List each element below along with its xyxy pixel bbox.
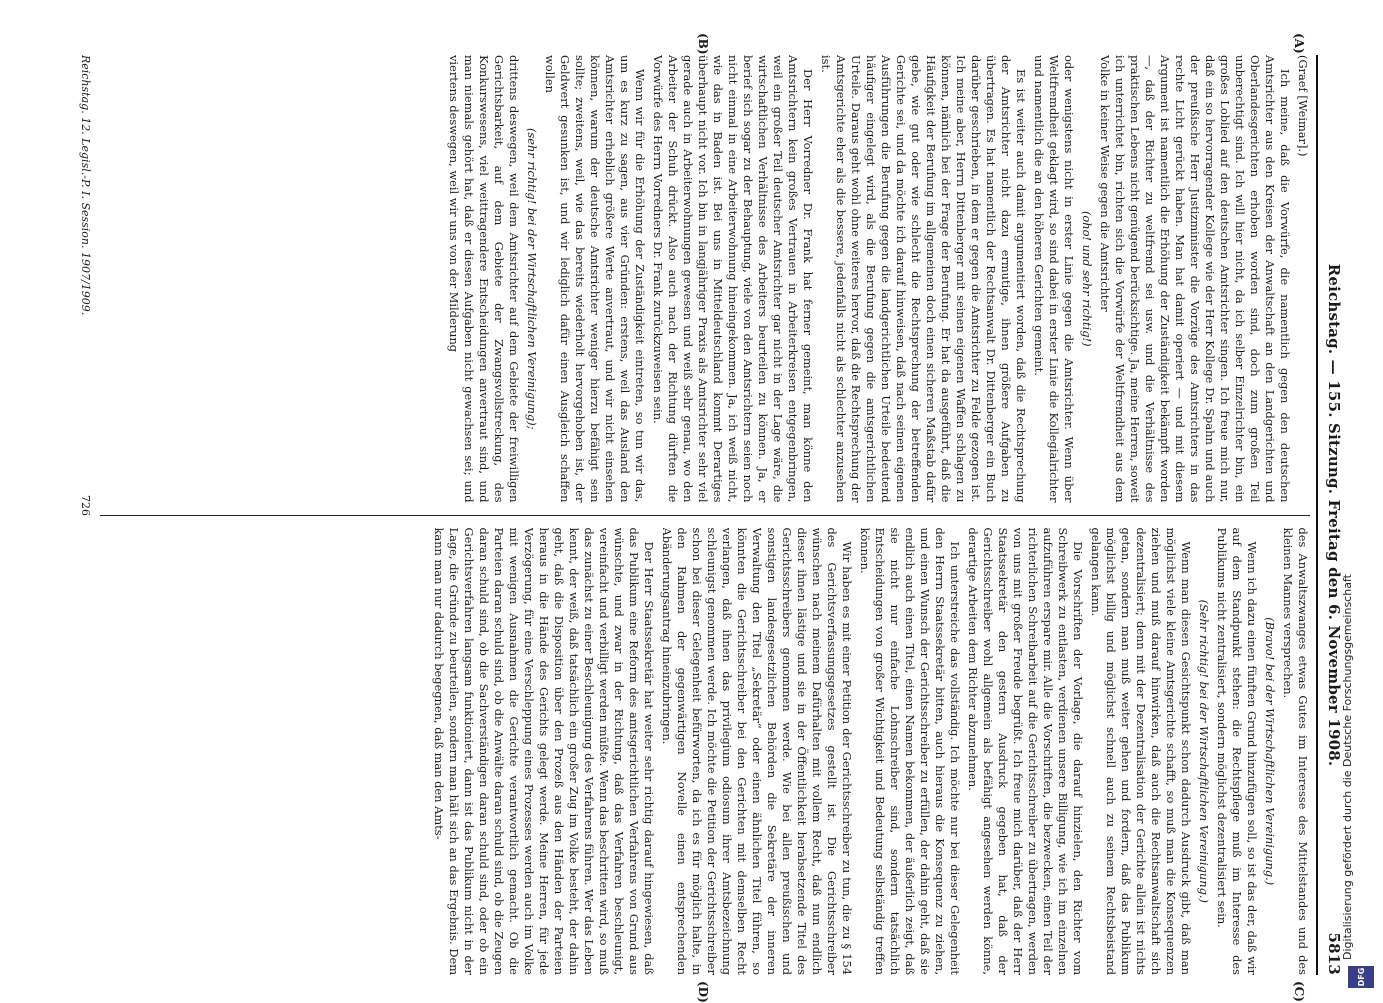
paragraph: Wenn man diesen Gesichtspunkt schon dadurch Ausdruck gibt, daß man möglichst viele kleine Amtsgerichte schafft, so muß man die Konsequenzen ziehen und muß darauf hinwirken, daß auch die Rechtsanwaltschaft sich dezentralisiert; denn mit der Dezentralisation der Gerichte allein ist nichts getan, sondern man muß weiter gehen und fordern, daß das Publikum möglichst billig und möglichst schnell auch zu seinem Rechtsbeistand gelangen kann. — [1089, 527, 1193, 975]
paragraph: Ich meine, daß die Vorwürfe, die namentlich gegen den deutschen Amtsrichter aus den Kreisen der Anwaltschaft an den Landgerichten und Oberlandesgerichten erhoben worden sind, doch zum großen Teil unberechtigt sind. Ich will hier nicht, da ich selber Einzelrichter bin, ein großes Loblied auf den deutschen Amtsrichter singen. Ich freue mich nur, daß ein so hervorragender Kollege wie der Herr Kollege Dr. Spahn und auch der preußische Herr Justizminister die Vorzüge des Amtsrichters in das rechte Licht gerückt haben. Man hat damit operiert — und mit diesem Argument ist namentlich die Erhöhung der Zuständigkeit bekämpft worden —, daß der Richter zu weltfremd sei usw. und die Verhältnisse des praktischen Lebens nicht genügend berücksichtige. Ja, meine Herren, soweit ich unterrichtet bin, richten sich die Vorwürfe der Weltfremdheit aus dem Volke in keiner Weise gegen die Amtsrichter — [1098, 55, 1292, 503]
paragraph: Der Herr Vorredner Dr. Frank hat ferner gemeint, man könne den Amtsrichtern kein großes Vertrauen in Arbeiterkreisen entgegenbringen, weil ein großer Teil deutscher Amtsrichter gar nicht in der Lage wäre, die wirtschaftlichen Verhältnisse des Arbeiters beurteilen zu können. Ja, er berief sich sogar zu der Behauptung, viele von den Amtsrichtern seien noch nicht einmal in eine Arbeiterwohnung hineingekommen. Ja, ich weiß nicht, wie das in Baden ist. Bei uns in Mitteldeutschland kommt Derartiges überhaupt nicht vor. Ich bin in langjähriger Praxis als Amtsrichter sehr viel gerade auch in Arbeiterwohnungen gewesen und weiß sehr genau, wo den Arbeiter der Schuh drückt. Also auch nach der Richtung dürften die Vorwürfe des Herrn Vorredners Dr. Frank zurückzuweisen sein. — [651, 55, 815, 503]
page-number: 5813 — [1325, 932, 1343, 975]
paragraph: drittens deswegen, weil dem Amtsrichter auf dem Gebiete der freiwilligen Gerichtsbarkeit, auf dem Gebiete der Zwangsvollstreckung, des Konkurswesens, viel weittragendere Entscheidungen anvertraut sind, und man niemals gehört hat, daß er diesen Aufgaben nicht gewachsen sei; und viertens deswegen, weil wir uns von der Milderung — [447, 55, 521, 503]
paragraph: Wir haben es mit einer Petition der Gerichtsschreiber zu tun, die zu § 154 des Gerichtsverfassungsgesetzes gestellt ist. Die Gerichtsschreiber wünschen nach meinem Dafürhalten mit vollem Recht, daß nun endlich dieser ihnen lästige und sie in der Öffentlichkeit herabsetzende Titel des Gerichtsschreibers genommen werde. Wie bei allen preußischen und sonstigen landesgesetzlichen Behörden die Sekretäre der inneren Verwaltung den Titel „Sekretär“ oder einen ähnlichen Titel führen, so könnten die Gerichtsschreiber bei den Gerichten mit demselben Recht verlangen, daß ihnen das privilegium odiosum ihrer Amtsbezeichnung schleunigst genommen werde. Ich möchte die Petition der Gerichtsschreiber schon bei dieser Gelegenheit befürworten, da ich es für möglich halte, in den Rahmen der gegenwärtigen Novelle einen entsprechenden Abänderungsantrag hineinzubringen. — [660, 527, 854, 975]
margin-marker-d: (D) — [696, 981, 710, 1003]
paragraph: Wenn ich dazu einen fünften Grund hinzufügen soll, so ist das der, daß wir auf dem Standpunkt stehen: die Rechtspflege muß im Interesse des Publikums nicht zentralisiert, sondern möglichst dezentralisiert sein. — [1215, 527, 1259, 975]
document-page — [50, 33, 1350, 1003]
text-columns — [100, 55, 1310, 975]
digitization-note — [1341, 40, 1361, 960]
header-title: Reichstag. — 155. Sitzung. Freitag den 6. November 1908. — [1325, 263, 1343, 767]
left-column — [100, 55, 1310, 503]
digitization-note-text: Digitalisierung gefördert durch die Deutsche Forschungsgemeinschaft — [1341, 574, 1354, 960]
margin-marker-b: (B) — [696, 33, 710, 55]
paragraph: des Anwaltszwanges etwas Gutes im Interesse des Mittelstandes und des kleinen Mannes versprechen. — [1281, 527, 1310, 975]
interjection: (sehr richtig! bei der Wirtschaftlichen Vereinigung); — [525, 127, 539, 430]
paragraph: Die Vorschriften der Vorlage, die darauf hinzielen, den Richter vom Schreibwerk zu entlasten, verdienen unsere Billigung, wie ich im einzelnen aufzuführen erspare mir. Alle die Vorschriften, die bezwecken, einen Teil der richterlichen Schreibarbeit auf die Gerichtsschreiber zu übertragen, werden von uns mit großer Freude begrüßt. Ich freue mich darüber, daß der Herr Staatssekretär den gestern Ausdruck gegeben hat, daß der Gerichtsschreiber wohl allgemein als befähigt angesehen werden könne, derartige Arbeiten dem Richter abzunehmen. — [966, 527, 1085, 975]
paragraph: Wenn wir für die Erhöhung der Zuständigkeit eintreten, so tun wir das, um es kurz zu sagen, aus vier Gründen: erstens, weil das Ausland den Amtsrichter erheblich größere Werte anvertraut, und wir nicht einsehen können, warum der deutsche Amtsrichter weniger hierzu befähigt sein sollte; zweitens, weil, wie das bereits wiederholt hervorgehoben ist, der Geldwert gesunken ist, und wir lediglich dafür einen Ausgleich schaffen wollen — [543, 55, 647, 503]
interjection: (oho! und sehr richtig!) — [1080, 210, 1094, 347]
right-column — [100, 528, 1310, 976]
footer-number: 726 — [79, 495, 92, 516]
paragraph: Es ist weiter auch damit argumentiert worden, daß die Rechtsprechung der Amtsrichter nicht dazu ermutige, ihnen größere Aufgaben zu übertragen. Es hat namentlich der Rechtsanwalt Dr. Dittenberger ein Buch darüber geschrieben, in dem er gegen die Amtsrichter zu Felde gezogen ist. Ich meine aber, Herrn Dittenberger mit seinen eigenen Waffen schlagen zu können, nämlich bei der Frage der Berufung. Er hat da ausgeführt, daß die Häufigkeit der Berufung im allgemeinen doch einen sicheren Maßstab dafür gebe, wie gut oder wie schlecht die Rechtsprechung der betreffenden Gerichte sei, und da möchte ich darauf hinweisen, daß nach seinen eigenen Ausführungen die Berufung gegen die landgerichtlichen Urteile bedeutend häufiger eingelegt wird, als die Berufung gegen die amtsgerichtlichen Urteile. Daraus geht wohl ohne weiteres hervor, daß die Rechtsprechung der Amtsgerichte eher als die bessere, jedenfalls nicht als schlechter anzusehen ist. — [819, 55, 1028, 503]
paragraph: Der Herr Staatssekretär hat weiter sehr richtig darauf hingewiesen, daß das Publikum eine Reform des amtsgerichtlichen Verfahrens von Grund aus wünschte, und zwar in der Richtung, daß das Verfahren beschleunigt, vereinfacht und verbilligt werden müßte. Wenn das beschritten wird, so muß das zunächst zu einer Beschleunigung des Verfahrens führen. Wer das Leben kennt, der weiß, daß tatsächlich ein großer Zug im Volke besteht, der dahin geht, daß die Disposition über den Prozeß aus den Händen der Parteien heraus in die Hände des Gerichts gelegt werde. Meine Herren, für jede Verzögerung, für eine Verschleppung eines Prozesses werden auch im Volke mit wenigen Ausnahmen die Gerichte verantwortlich gemacht. Ob die Parteien daran schuld sind, ob die Anwälte daran schuld sind, ob die Zeugen daran schuld sind, ob die Sachverständigen daran schuld sind, oder ob ein Gerichtsverfahren langsam funktioniert, dann ist das Publikum nicht in der Lage, die Gründe zu beurteilen, sondern man hält sich an das Ergebnis. Dem kann man nur dadurch begegnen, daß man den Amts- — [432, 527, 656, 975]
dfg-logo: DFG — [1348, 966, 1374, 988]
footer-session: Reichstag. 12. Legisl.-P. I. Session. 1907/1909. — [79, 55, 92, 316]
interjection: (Sehr richtig! bei der Wirtschaftlichen Vereinigung.) — [1197, 599, 1211, 903]
speaker-line: (Graef [Weimar].) — [1296, 55, 1310, 157]
margin-marker-c: (C) — [1292, 981, 1306, 1002]
interjection: (Bravo! bei der Wirtschaftlichen Vereinigung.) — [1263, 617, 1277, 886]
column-rule — [100, 515, 1310, 516]
paragraph: oder wenigstens nicht in erster Linie gegen die Amtsrichter. Wenn über Weltfremdheit geklagt wird, so sind dabei in erster Linie die Kollegialrichter und namentlich die an den höheren Gerichten gemeint. — [1032, 55, 1076, 503]
margin-marker-a: (A) — [1292, 33, 1306, 54]
paragraph: Ich unterstreiche das vollständig. Ich möchte nur bei dieser Gelegenheit den Herrn Staatssekretär bitten, auch hieraus die Konsequenz zu ziehen, und einen Wunsch der Gerichtsschreiber zu erfüllen, der dahin geht, daß sie endlich auch einen Titel, einen Namen bekommen, der äußerlich zeigt, daß sie nicht nur einfache Lohnschreiber sind, sondern tatsächlich Entscheidungen von großer Wichtigkeit und Bedeutung selbständig treffen können. — [858, 527, 962, 975]
